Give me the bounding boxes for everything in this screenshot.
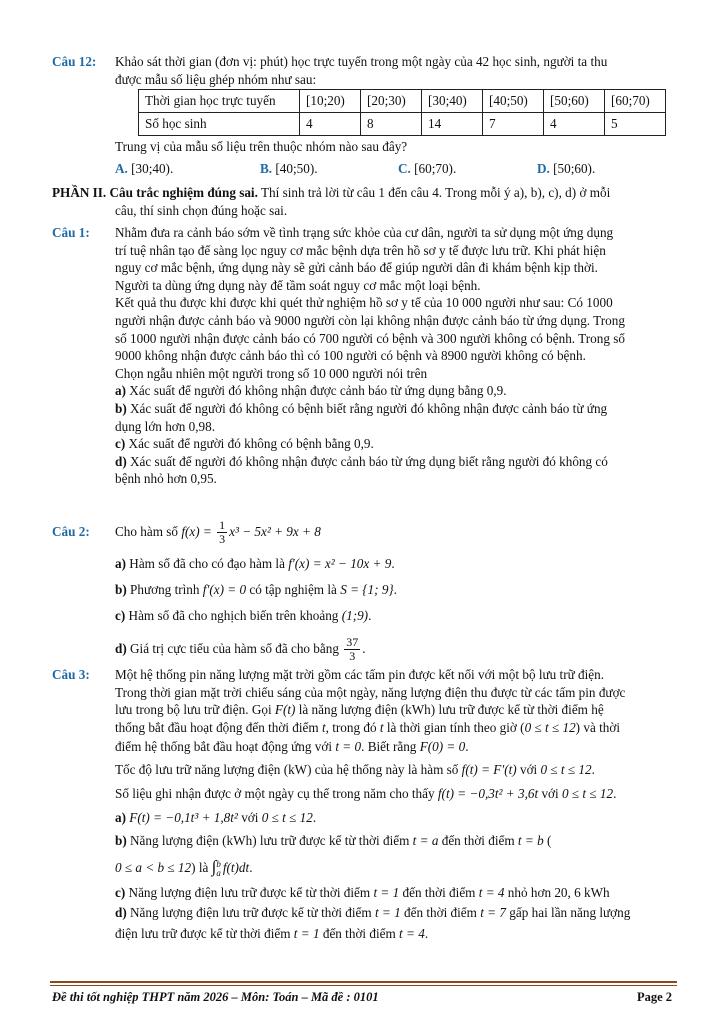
c2-statement-a[interactable]: a) Hàm số đã cho có đạo hàm là f′(x) = x² − 10x + 9. bbox=[115, 556, 395, 571]
page-number: Page 2 bbox=[636, 990, 672, 1004]
count-cell: 4 bbox=[300, 113, 361, 136]
c3-statement-c[interactable]: c) Năng lượng điện lưu trữ được kể từ thời điểm t = 1 đến thời điểm t = 4 nhỏ hơn 20, 6 kWh bbox=[115, 885, 610, 901]
count-cell: 4 bbox=[544, 113, 605, 136]
c2-label: Câu 2: bbox=[52, 524, 90, 539]
c3-d-continued: điện lưu trữ được kể từ thời điểm t = 1 đến thời điểm t = 4. bbox=[115, 926, 429, 941]
fraction: $\frac{37}{3}$ bbox=[346, 635, 359, 664]
integral-sign: ∫ bbox=[211, 857, 217, 877]
interval-cell: [10;20) bbox=[300, 90, 361, 113]
table-header-cell: Thời gian học trực tuyến bbox=[139, 90, 300, 113]
footer-exam-title: Đề thi tốt nghiệp THPT năm 2026 – Môn: Toán – Mã đề : 0101 bbox=[52, 990, 379, 1004]
part2-title: PHẦN II. Câu trắc nghiệm đúng sai. bbox=[52, 185, 258, 200]
c1-label: Câu 1: bbox=[52, 225, 90, 240]
option-d[interactable]: D. [50;60). bbox=[537, 161, 596, 176]
count-cell: 14 bbox=[422, 113, 483, 136]
option-a[interactable]: A. [30;40). bbox=[115, 161, 174, 176]
interval-cell: [60;70) bbox=[605, 90, 666, 113]
option-b[interactable]: B. [40;50). bbox=[260, 161, 318, 176]
option-c[interactable]: C. [60;70). bbox=[398, 161, 457, 176]
count-cell: 8 bbox=[361, 113, 422, 136]
c1-statement-a[interactable]: a) Xác suất để người đó không nhận được cảnh báo từ ứng dụng bằng 0,9. bbox=[115, 383, 507, 399]
table-row bbox=[139, 113, 666, 136]
c1-statement-c[interactable]: c) Xác suất để người đó không có bệnh bằng 0,9. bbox=[115, 436, 374, 452]
interval-cell: [20;30) bbox=[361, 90, 422, 113]
part2-heading: PHẦN II. Câu trắc nghiệm đúng sai. Thí sinh trả lời từ câu 1 đến câu 4. Trong mỗi ý a), b), c), d) ở mỗi câu, thí sinh chọn đúng hoặc sai. bbox=[52, 185, 611, 218]
q12-label: Câu 12: bbox=[52, 54, 97, 69]
q12-text: Khảo sát thời gian (đơn vị: phút) học trực tuyến trong một ngày của 42 học sinh, người ta thu được mẫu số liệu ghép nhóm như sau: bbox=[115, 54, 608, 87]
interval-cell: [30;40) bbox=[422, 90, 483, 113]
c3-body: Một hệ thống pin năng lượng mặt trời gồm các tấm pin được kết nối với một bộ lưu trữ điện. Trong thời gian mặt trời chiếu sáng của một ngày, năng lượng điện thu được từ các tấm pin được lưu trong bộ lưu trữ điện. Gọi F(t) là năng lượng điện (kWh) lưu trữ được kể từ thời điểm hệ thống bắt đầu hoạt động đến thời điểm t, trong đó t là thời gian tính theo giờ (0 ≤ t ≤ 12) và thời điểm hệ thống bắt đầu hoạt động ứng với t = 0. Biết rằng F(0) = 0. Tốc độ lưu trữ năng lượng điện (kW) của hệ thống này là hàm số f(t) = F′(t) với 0 ≤ t ≤ 12. Số liệu ghi nhận được ở một ngày cụ thể trong năm cho thấy f(t) = −0,3t² + 3,6t với 0 ≤ t ≤ 12. a) F(t) = −0,1t³ + 1,8t² với 0 ≤ t ≤ 12. b) Năng lượng điện (kWh) lưu trữ được kể từ thời điểm t = a đến thời điểm t = b ( 0 ≤ a < b ≤ 12) là ∫ b a f(t)dt. c) Năng lượng điện lưu trữ được kể từ thời điểm t = 1 đến thời điểm t = 4 nhỏ hơn 20, 6 kWh d) Năng lượng điện lưu trữ được kể từ thời điểm t = 1 đến thời điểm t = 7 gấp hai lần năng lượng bbox=[115, 666, 675, 922]
c1-body: Nhằm đưa ra cảnh báo sớm về tình trạng sức khỏe của cư dân, người ta sử dụng một ứng dụng trí tuệ nhân tạo để sàng lọc nguy cơ mắc bệnh dựa trên hồ sơ y tế được lưu trữ. Khi phát hiện nguy cơ mắc bệnh, ứng dụng này sẽ gửi cảnh báo để giúp người dân đi khám bệnh kịp thời. Người ta dùng ứng dụng này để tầm soát nguy cơ mắc một loại bệnh. Kết quả thu được khi được khi quét thử nghiệm hồ sơ y tế của 10 000 người như sau: Có 1000 người nhận được cảnh báo và 9000 người còn lại không nhận được cảnh báo từ ứng dụng. Trong số 1000 người nhận được cảnh báo có 700 người có bệnh và 300 người không có bệnh. Trong số 9000 không nhận được cảnh báo thì có 100 người có bệnh và 8900 người không có bệnh. Chọn ngẫu nhiên một người trong số 10 000 người nói trên a) Xác suất để người đó không nhận được cảnh báo từ ứng dụng bằng 0,9. b) Xác suất để người đó không có bệnh biết rằng người đó không nhận được cảnh báo từ ứng dụng lớn hơn 0,98. c) Xác suất để người đó không có bệnh bằng 0,9. d) Xác suất để người đó không nhận được cảnh báo từ ứng dụng biết rằng người đó không có bệnh nhỏ hơn 0,95. bbox=[115, 224, 675, 488]
table-header-cell: Số học sinh bbox=[139, 113, 300, 136]
c3-label: Câu 3: bbox=[52, 667, 90, 682]
footer-divider bbox=[50, 981, 677, 983]
fraction: $\frac{1}{3}$ bbox=[219, 518, 226, 547]
interval-cell: [40;50) bbox=[483, 90, 544, 113]
c2-statement-b[interactable]: b) Phương trình f′(x) = 0 có tập nghiệm là S = {1; 9}. bbox=[115, 582, 397, 597]
footer-divider-thin bbox=[50, 985, 677, 986]
page-footer bbox=[52, 990, 672, 1005]
c3-statement-b[interactable]: b) Năng lượng điện (kWh) lưu trữ được kể từ thời điểm t = a đến thời điểm t = b ( bbox=[115, 833, 552, 849]
q12-question: Trung vị của mẫu số liệu trên thuộc nhóm nào sau đây? bbox=[115, 139, 408, 154]
table-row bbox=[139, 90, 666, 113]
c1-statement-d[interactable]: d) Xác suất để người đó không nhận được cảnh báo từ ứng dụng biết rằng người đó không có bbox=[115, 453, 608, 469]
c3-statement-d[interactable]: d) Năng lượng điện lưu trữ được kể từ thời điểm t = 1 đến thời điểm t = 7 gấp hai lần năng lượng bbox=[115, 905, 631, 921]
c2-statement-d[interactable]: d) Giá trị cực tiểu của hàm số đã cho bằng $\frac{37}{3}$ . bbox=[115, 635, 366, 664]
q12-frequency-table bbox=[138, 89, 666, 136]
c2-body: Cho hàm số f(x) = $\frac{1}{3}$ x³ − 5x² + 9x + 8 a) Hàm số đã cho có đạo hàm là f′(x) = x² − 10x + 9. b) Phương trình f′(x) = 0 có tập nghiệm là S = {1; 9}. c) Hàm số đã cho nghịch biến trên khoảng (1;9). d) Giá trị cực tiểu của hàm số đã cho bằng $\frac{37}{3}$ . bbox=[115, 513, 675, 669]
interval-cell: [50;60) bbox=[544, 90, 605, 113]
count-cell: 7 bbox=[483, 113, 544, 136]
c1-statement-b[interactable]: b) Xác suất để người đó không có bệnh biết rằng người đó không nhận được cảnh báo từ ứng bbox=[115, 400, 608, 416]
count-cell: 5 bbox=[605, 113, 666, 136]
c2-statement-c[interactable]: c) Hàm số đã cho nghịch biến trên khoảng (1;9). bbox=[115, 608, 372, 623]
c3-statement-a[interactable]: a) F(t) = −0,1t³ + 1,8t² với 0 ≤ t ≤ 12. bbox=[115, 810, 317, 826]
